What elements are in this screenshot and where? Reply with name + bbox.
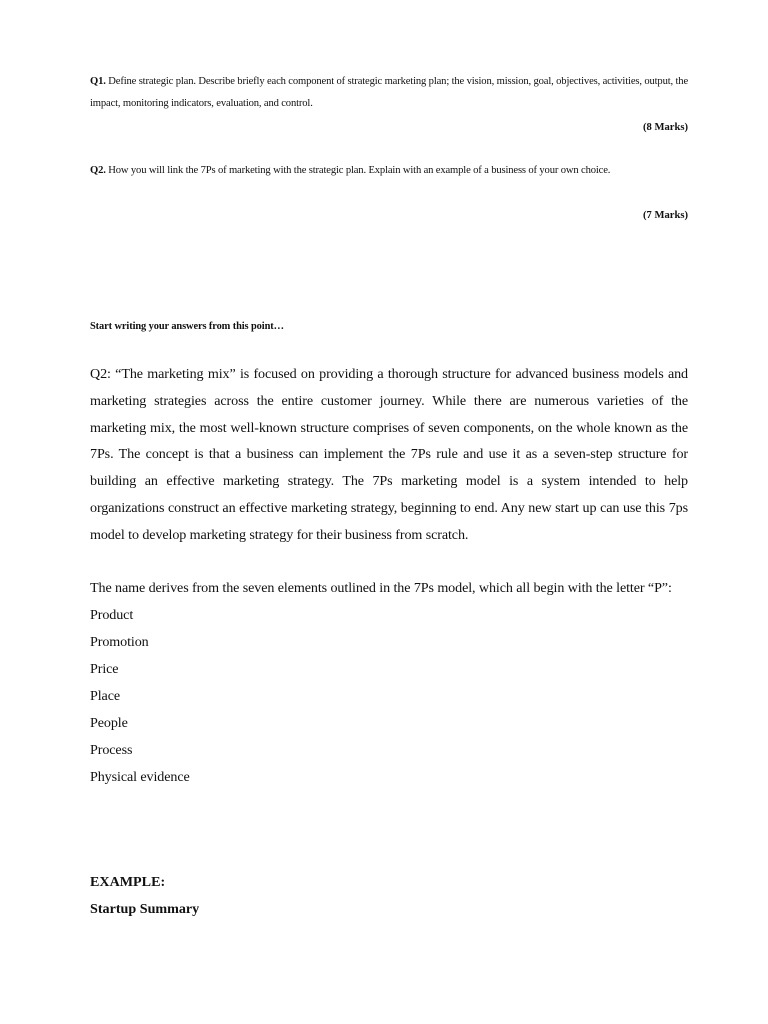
answer-body [90,361,688,791]
answer-intro: Start writing your answers from this point… [90,321,284,332]
question-1-number: Q1. [90,76,106,87]
list-item: People [90,714,128,731]
startup-summary-heading: Startup Summary [90,901,200,917]
list-item: Place [90,687,121,704]
list-item: Process [90,741,133,758]
question-1 [90,71,688,115]
question-1-text: Define strategic plan. Describe briefly each component of strategic marketing plan; the vision, mission, goal, objectives, activities, output, the impact, monitoring indicators, evaluation, and control. [90,76,689,109]
question-2 [90,160,688,182]
list-item: Price [90,660,119,677]
answer-paragraph-2: The name derives from the seven elements outlined in the 7Ps model, which all begin with the letter “P”: [90,580,672,597]
question-2-marks: (7 Marks) [642,210,688,221]
paragraph-gap [90,549,688,576]
list-item: Promotion [90,634,149,651]
list-item: Physical evidence [90,768,190,785]
example-heading: EXAMPLE: [90,874,166,890]
question-2-text: How you will link the 7Ps of marketing with the strategic plan. Explain with an example of a business of your own choice. [108,165,611,176]
question-1-marks: (8 Marks) [642,122,688,133]
question-2-number: Q2. [90,165,106,176]
seven-ps-list [90,602,688,790]
list-item: Product [90,607,134,624]
answer-paragraph-1: Q2: “The marketing mix” is focused on providing a thorough structure for advanced business models and marketing strategies across the entire customer journey. While there are numerous varieties of the marketing mix, the most well-known structure comprises of seven components, on the whole known as the 7Ps. The concept is that a business can implement the 7Ps rule and use it as a seven-step structure for building an effective marketing strategy. The 7Ps marketing model is a system intended to help organizations construct an effective marketing strategy, beginning to end. Any new start up can use this 7ps model to develop marketing strategy for their business from scratch. [90,366,688,543]
